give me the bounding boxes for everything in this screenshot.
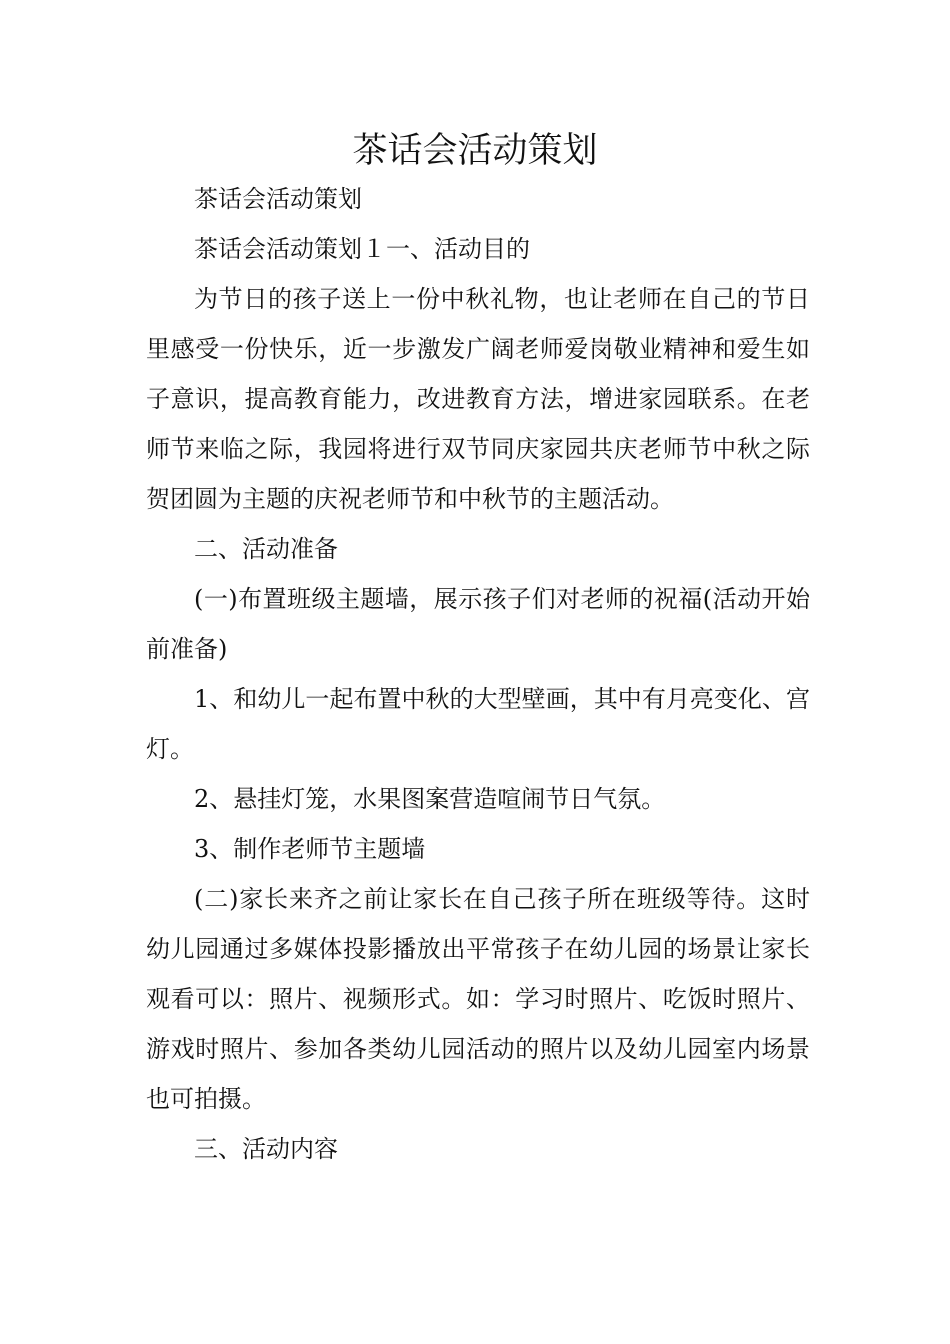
document-title: 茶话会活动策划 bbox=[352, 131, 598, 171]
document-body bbox=[146, 174, 810, 1174]
paragraph-section-2-heading: 二、活动准备 bbox=[194, 535, 338, 563]
paragraph-section-3-heading: 三、活动内容 bbox=[194, 1135, 338, 1163]
paragraph-prep-item-1: 1、和幼儿一起布置中秋的大型壁画，其中有月亮变化、宫灯。 bbox=[146, 685, 810, 763]
paragraph-prep-item-3: 3、制作老师节主题墙 bbox=[194, 835, 426, 863]
paragraph-purpose: 为节日的孩子送上一份中秋礼物，也让老师在自己的节日里感受一份快乐，近一步激发广阔老师爱岗敬业精神和爱生如子意识，提高教育能力，改进教育方法，增进家园联系。在老师节来临之际，我园将进行双节同庆家园共庆老师节中秋之际贺团圆为主题的庆祝老师节和中秋节的主题活动。 bbox=[146, 285, 810, 513]
paragraph-section-1-heading: 茶话会活动策划１一、活动目的 bbox=[194, 235, 530, 263]
paragraph-prep-2: (二)家长来齐之前让家长在自己孩子所在班级等待。这时幼儿园通过多媒体投影播放出平常孩子在幼儿园的场景让家长观看可以：照片、视频形式。如：学习时照片、吃饭时照片、游戏时照片、参加各类幼儿园活动的照片以及幼儿园室内场景也可拍摄。 bbox=[146, 885, 810, 1113]
paragraph-subtitle: 茶话会活动策划 bbox=[194, 185, 362, 213]
paragraph-prep-1: (一)布置班级主题墙，展示孩子们对老师的祝福(活动开始前准备) bbox=[146, 585, 810, 663]
paragraph-prep-item-2: 2、悬挂灯笼，水果图案营造喧闹节日气氛。 bbox=[194, 785, 666, 813]
